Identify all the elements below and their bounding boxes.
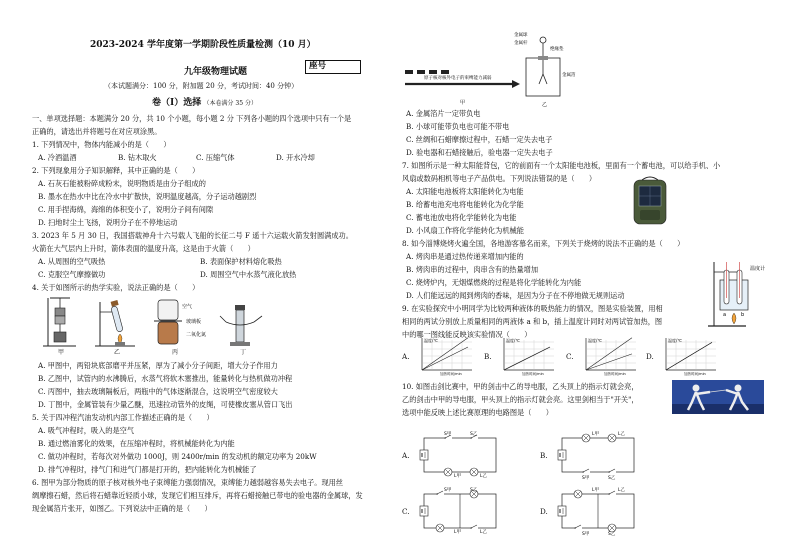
q3-option-a: A. 从周围的空气吸热 [38, 257, 106, 266]
q10-circuit-diagram [556, 430, 640, 480]
q7-option-b: B. 给蓄电池充电将电能转化为化学能 [406, 200, 524, 209]
fencing-photo [672, 380, 764, 414]
q2-option-d: D. 扫地时尘土飞扬，说明分子在不停地运动 [38, 218, 178, 227]
q6-label-jia: 甲 [460, 100, 466, 106]
question-10-cont: 乙的剑击中甲的导电服，甲头顶上的指示灯就会亮。这里剑相当于"开关"， [402, 395, 639, 404]
q10-option-letter: B. [540, 451, 548, 460]
q10-option-letter: C. [402, 507, 410, 516]
left-line: 一、单项选择题：本题满分 20 分，共 10 个小题，每小题 2 分 下列各小题的四个选项中只有一个是 [32, 114, 352, 123]
q6-label-pad: 绝缘垫 [550, 47, 564, 52]
q6-label-foil: 金属箔 [562, 73, 576, 78]
q10-circuit-label: L乙 [618, 488, 626, 493]
q9-graph-letter: C. [566, 352, 574, 361]
q4-label-air: 空气 [182, 304, 193, 310]
section-title: 卷（I）选择 [152, 98, 202, 108]
q6-option-b: B. 小球可能带负电也可能不带电 [406, 122, 510, 131]
q8-option-c: C. 烧烤炉内，无烟煤燃烧的过程是将化学能转化为内能 [406, 278, 582, 287]
question-10-cont2: 选项中能反映上述比赛原理的电路图是（ ） [402, 408, 553, 417]
question-8: 8. 如今淄博烧烤火遍全国，各地游客慕名而来，下列关于烧烤的说法不正确的是（ ） [402, 239, 685, 248]
q10-circuit-label: S甲 [582, 476, 590, 480]
q10-circuit-label: L乙 [480, 474, 488, 479]
q4-label-jia: 甲 [58, 349, 65, 356]
q9-label-thermometer: 温度计 [750, 266, 766, 272]
q9-graph-letter: D. [646, 352, 654, 361]
q4-option-a: A. 甲图中，两铅块底部磨平并压紧，厚为了减小分子间距，增大分子作用力 [38, 361, 278, 370]
q10-circuit-diagram [418, 486, 502, 536]
q8-option-b: B. 烤肉串的过程中，肉串含有的热量增加 [406, 265, 539, 274]
q2-option-b: B. 墨水在热水中比在冷水中扩散快，说明温度越高，分子运动越剧烈 [38, 192, 257, 201]
q10-circuit-label: S乙 [608, 476, 616, 480]
q6-option-c: C. 丝绸和石蜡摩擦过程中，石蜡一定失去电子 [406, 135, 553, 144]
question-5: 5. 关于四冲程汽油发动机内部工作描述正确的是（ ） [32, 413, 214, 422]
q6-label-rod: 金属杆 [514, 41, 528, 46]
q9-label-a: a [723, 312, 727, 318]
q4-label-ding: 丁 [240, 349, 247, 356]
q10-circuit-label: L甲 [592, 432, 600, 437]
q4-option-c: C. 丙图中，抽去玻璃隔板后，两瓶中的气体逐渐混合，这说明空气密度较大 [38, 387, 278, 396]
q9-graph-xlabel: 加热时间/min [684, 372, 706, 376]
q9-graph-line-a [422, 347, 468, 370]
q6-figure [400, 30, 590, 110]
question-3-cont: 火箭在大气层内上升时，箭体表面的温度升高，这是由于火箭（ ） [32, 244, 255, 253]
q5-option-d: D. 排气冲程时，排气门和进气门都是打开的，把内能转化为机械能了 [38, 465, 257, 474]
question-7: 7. 如图所示是一种太阳能背包，它的前面有一个太阳能电池板，里面有一个蓄电池，可以给手机、小 [402, 161, 721, 170]
q10-circuit-diagram [556, 486, 640, 536]
left-line: 正确的，请选出并将题号在对应项涂黑。 [32, 127, 162, 136]
q3-option-d: D. 周围空气中水蒸气液化放热 [200, 270, 297, 279]
q4-figure-yi [95, 300, 135, 346]
q10-circuit-label: S甲 [582, 532, 590, 536]
q1-option-a: A. 冷酒温酒 [38, 153, 77, 162]
q4-label-bing: 丙 [172, 349, 179, 356]
q10-circuit-label: S乙 [470, 432, 478, 437]
q10-option-letter: A. [402, 451, 410, 460]
question-10: 10. 如图击剑比赛中，甲的剑击中乙的导电服，乙头顶上的指示灯就会亮， [402, 382, 639, 391]
q5-option-c: C. 做功冲程时，若每次对外做功 1000J，则 2400r/min 的发动机的额定功率为 20kW [38, 452, 317, 461]
q1-option-c: C. 压缩气体 [196, 153, 235, 162]
q4-option-b: B. 乙图中，试管内的水沸腾后，水蒸气将软木塞推出，能量转化与热机做功冲程 [38, 374, 293, 383]
q8-option-d: D. 人们能远远的闻到烤肉的香味，是因为分子在不停地做无规则运动 [406, 291, 625, 300]
q9-graph [660, 336, 718, 376]
q7-option-a: A. 太阳能电池板将太阳能转化为电能 [406, 187, 524, 196]
solar-backpack-image [630, 176, 670, 228]
q9-graph [498, 336, 556, 376]
q3-option-c: C. 克服空气摩擦做功 [38, 270, 106, 279]
q10-option-letter: D. [540, 507, 548, 516]
q9-graph-line-b [504, 347, 550, 370]
q9-graph-line-a [586, 354, 632, 370]
question-3: 3. 2023 年 5 月 30 日，我国搭载神舟十六号载人飞船的长征二号 F 遥十六运载火箭发射圆满成功。 [32, 231, 353, 240]
q6-arrow-text: 原子核对核外电子的束缚能力减弱 [424, 76, 492, 81]
q1-option-b: B. 钻木取火 [118, 153, 157, 162]
q3-option-b: B. 表面保护材料熔化吸热 [200, 257, 282, 266]
question-7-cont: 风扇或数码相机等电子产品供电。下列说法错误的是（ ） [402, 174, 597, 183]
q2-option-a: A. 石灰石能被粉碎成粉末，说明物质是由分子组成的 [38, 179, 206, 188]
question-6: 6. 图甲为部分物质的原子核对核外电子束缚能力强弱情况，束缚能力越弱越容易失去电子。现用丝 [32, 478, 344, 487]
q9-label-b: b [741, 312, 745, 318]
q10-circuit-label: S乙 [608, 532, 616, 536]
q9-graph-ylabel: 温度/℃ [506, 338, 520, 343]
q4-figures [40, 294, 290, 352]
seat-label: 座号 [305, 60, 361, 74]
question-1: 1. 下列情况中，物体内能减小的是（ ） [32, 140, 171, 149]
question-6-cont: 绸摩擦石蜡，然后将石蜡靠近轻质小球，发现它们相互排斥，再将石蜡接触已带电的验电器的金属球，发 [32, 491, 363, 500]
q10-circuit-label: L甲 [592, 488, 600, 493]
q10-circuit-label: S甲 [444, 432, 452, 437]
q4-label-no2: 二氧化氮 [186, 332, 207, 338]
q6-option-d: D. 验电器和石蜡接触后，验电器一定失去电子 [406, 148, 553, 157]
q6-label-ball: 金属球 [514, 33, 528, 38]
q8-option-a: A. 烤肉串是通过热传递来增加内能的 [406, 252, 524, 261]
q9-graph-ylabel: 温度/℃ [588, 338, 602, 343]
q9-graph-letter: A. [402, 352, 410, 361]
q9-graph-xlabel: 加热时间/min [604, 372, 626, 376]
q10-circuit-label: S甲 [444, 488, 452, 493]
q7-option-d: D. 小风扇工作将化学能转化为机械能 [406, 226, 524, 235]
question-6-cont2: 现金属箔片张开，如图乙。下列说法中正确的是（ ） [32, 504, 212, 513]
seat-box [305, 60, 361, 74]
q6-label-yi: 乙 [542, 102, 548, 108]
section-header [152, 98, 257, 108]
q10-circuit-label: L乙 [618, 432, 626, 437]
question-9-cont2: 中的哪一图线能反映该实验情况（ ） [402, 330, 532, 339]
q10-circuit-label: L甲 [454, 474, 462, 479]
q6-electroscope [514, 31, 576, 96]
q4-figure-jia [43, 298, 76, 346]
exam-title: 2023-2024 学年度第一学期阶段性质量检测（10 月） [90, 40, 316, 50]
q9-graph [416, 336, 474, 376]
q9-apparatus [706, 258, 768, 330]
q10-circuit-diagram [418, 430, 502, 480]
q6-option-a: A. 金属箔片一定带负电 [406, 109, 481, 118]
q2-option-c: C. 用手捏海绵，海绵的体积变小了，说明分子间有间隙 [38, 205, 214, 214]
exam-subtitle: 九年级物理试题 [184, 67, 248, 77]
exam-info: （本试题满分：100 分，附加题 20 分，考试时间：40 分钟） [104, 82, 299, 90]
q9-graph-letter: B. [484, 352, 492, 361]
q4-label-yi: 乙 [114, 349, 121, 356]
q6-materials-arrow [405, 70, 520, 88]
q9-graph-ylabel: 温度/℃ [424, 338, 438, 343]
q9-graph-xlabel: 加热时间/min [522, 372, 544, 376]
q5-option-a: A. 吸气冲程时，吸入的是空气 [38, 426, 135, 435]
q9-graph-xlabel: 加热时间/min [440, 372, 462, 376]
q9-graph [580, 336, 638, 376]
section-note: （本卷满分 35 分） [203, 100, 257, 107]
q4-option-d: D. 丁图中，金属管装有少量乙醚，迅速拉动管外的皮绳，可使橡皮塞从管口飞出 [38, 400, 293, 409]
question-9: 9. 在实验探究中小明同学为比较两种液体的吸热能力的情况，图是实验装置，用相 [402, 304, 663, 313]
q10-circuit-label: L乙 [480, 530, 488, 535]
q10-circuit-label: S乙 [470, 488, 478, 493]
question-4: 4. 关于如图所示的热学实验，说法正确的是（ ） [32, 283, 200, 292]
q1-option-d: D. 开水冷却 [276, 153, 315, 162]
q7-option-c: C. 蓄电池放电将化学能转化为电能 [406, 213, 517, 222]
q4-figure-ding [220, 305, 262, 346]
q4-label-glass: 玻璃板 [186, 319, 202, 325]
question-9-cont: 相同的两试分别放上质量相同的两液体 a 和 b，插上温度计同时对两试管加热，图 [402, 317, 663, 326]
q4-figure-bing [154, 300, 206, 344]
q10-circuit-label: L甲 [454, 530, 462, 535]
q9-graph-line-b [666, 342, 712, 370]
q5-option-b: B. 通过燃油雾化的效果，在压缩冲程时，将机械能转化为内能 [38, 439, 235, 448]
q9-graph-ylabel: 温度/℃ [668, 338, 682, 343]
question-2: 2. 下列现象用分子知识解释，其中正确的是（ ） [32, 166, 200, 175]
